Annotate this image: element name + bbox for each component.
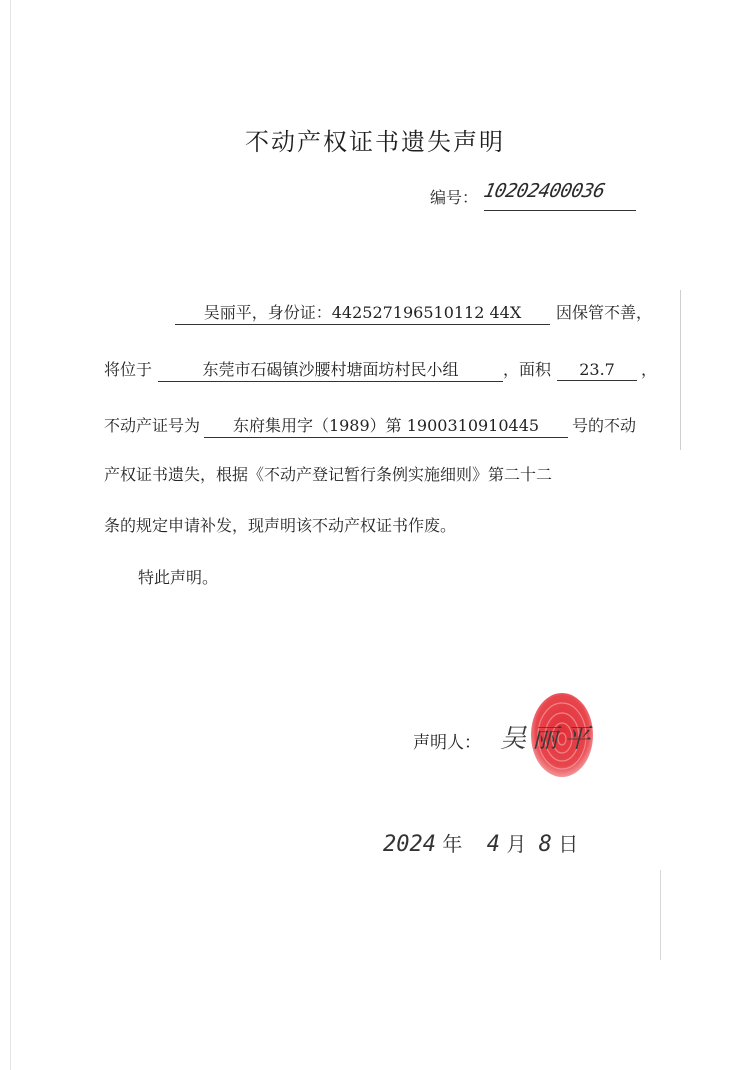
body-line-3-tail: 号的不动 [572,416,637,435]
document-title: 不动产权证书遗失声明 [245,128,505,156]
body-line-1-tail: 因保管不善， [556,303,653,322]
body-line-1 [175,300,652,325]
scan-edge-left [10,0,11,1070]
body-line-3 [104,413,636,438]
serial-number-handwritten: 10202400036 [481,180,607,202]
scan-edge-right [680,290,681,450]
signer-label: 声明人： [413,733,481,753]
date-day-unit: 日 [558,832,579,856]
body-line-5: 条的规定申请补发，现声明该不动产权证书作废。 [104,516,457,535]
serial-number-field [481,180,636,211]
area-label: ，面积 [503,360,552,379]
certificate-number-blank: 东府集用字（1989）第 1900310910445 [204,413,568,438]
signing-date [383,828,578,857]
body-line-2-tail: ， [641,360,658,379]
area-blank: 23.7 [557,360,637,381]
body-line-3-lead: 不动产证号为 [104,416,201,435]
date-month-unit: 月 [506,832,527,856]
date-year: 2024 [383,832,436,857]
location-blank: 东莞市石碣镇沙腰村塘面坊村民小组 [158,357,503,382]
applicant-id-blank: 吴丽平，身份证：442527196510112 44X [175,300,550,325]
signer-signature: 吴丽平 [500,724,597,754]
closing-statement: 特此声明。 [138,568,219,587]
serial-label: 编号： [430,188,479,207]
scan-edge-right-lower [660,870,661,960]
body-line-4: 产权证书遗失，根据《不动产登记暂行条例实施细则》第二十二 [104,465,553,484]
date-day: 8 [538,832,552,857]
date-year-unit: 年 [442,832,463,856]
body-line-2-lead: 将位于 [104,360,153,379]
date-month: 4 [486,832,500,857]
body-line-2 [104,357,657,382]
